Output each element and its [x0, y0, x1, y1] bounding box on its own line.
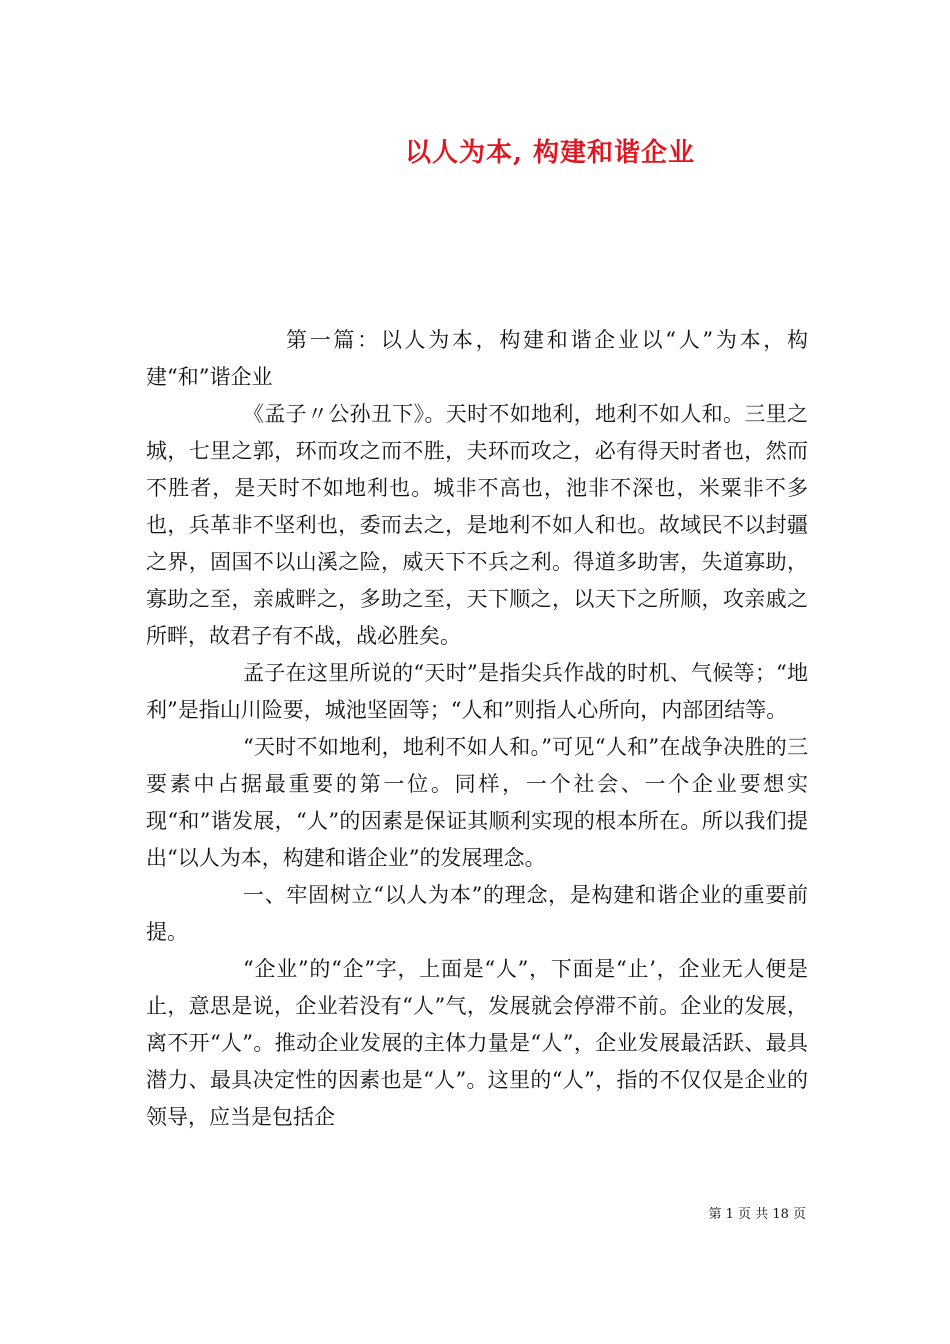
document-body: [146, 322, 808, 1136]
page-number-footer: 第 1 页 共 18 页: [708, 1207, 806, 1222]
paragraph-heading: 第一篇：以人为本，构建和谐企业以“人”为本，构建“和”谐企业: [146, 328, 808, 389]
paragraph-enterprise: “企业”的“企”字，上面是“人”，下面是“止’，企业无人便是止，意思是说，企业若没有“人”气，发展就会停滞不前。企业的发展，离不开“人”。推动企业发展的主体力量是“人”，企业发展最活跃、最具潜力、最具决定性的因素也是“人”。这里的“人”，指的不仅仅是企业的领导，应当是包括企: [146, 957, 808, 1129]
paragraph-section-one: 一、牢固树立“以人为本”的理念，是构建和谐企业的重要前提。: [146, 883, 808, 944]
paragraph-conclusion: “天时不如地利，地利不如人和。”可见“人和”在战争决胜的三要素中占据最重要的第一位。同样，一个社会、一个企业要想实现“和”谐发展，“人”的因素是保证其顺利实现的根本所在。所以我们提出“以人为本，构建和谐企业”的发展理念。: [146, 735, 808, 870]
paragraph-quote: 《孟子〃公孙丑下》。天时不如地利，地利不如人和。三里之城，七里之郭，环而攻之而不胜，夫环而攻之，必有得天时者也，然而不胜者，是天时不如地利也。城非不高也，池非不深也，米粟非不多也，兵革非不坚利也，委而去之，是地利不如人和也。故域民不以封疆之界，固国不以山溪之险，威天下不兵之利。得道多助害，失道寡助，寡助之至，亲戚畔之，多助之至，天下顺之，以天下之所顺，攻亲戚之所畔，故君子有不战，战必胜矣。: [146, 402, 808, 648]
paragraph-explanation: 孟子在这里所说的“天时”是指尖兵作战的时机、气候等；“地利”是指山川险要，城池坚固等；“人和”则指人心所向，内部团结等。: [146, 661, 808, 722]
document-title: 以人为本, 构建和谐企业: [404, 138, 696, 168]
